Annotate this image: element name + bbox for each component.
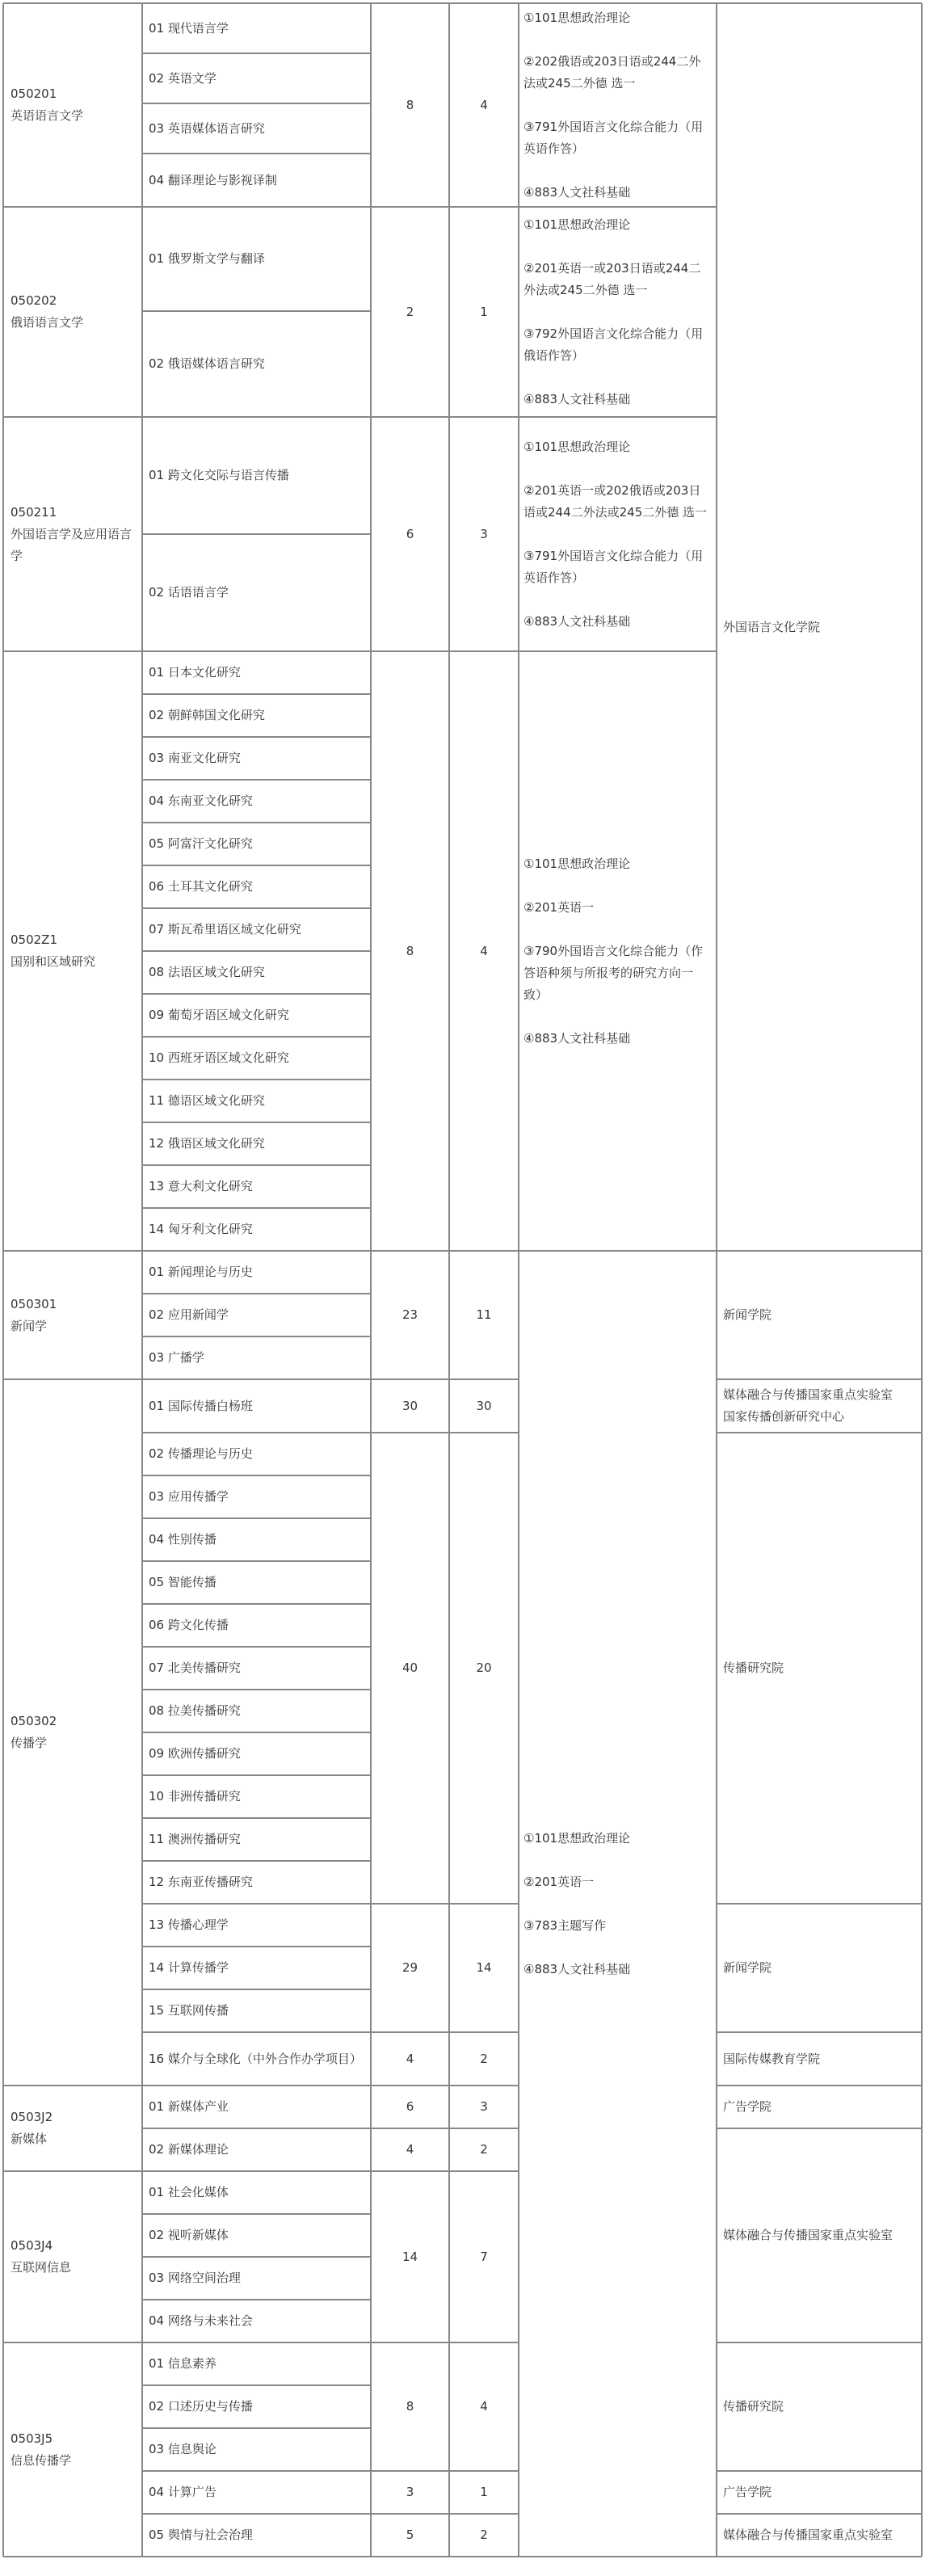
recommended-count-cell-text: 3 [480, 526, 488, 541]
department-cell [717, 2342, 922, 2471]
direction-cell-text: 03 应用传播学 [149, 1489, 229, 1504]
direction-cell-text: 10 非洲传播研究 [149, 1789, 241, 1804]
direction-cell [142, 2471, 371, 2514]
recommended-count-cell [449, 2471, 519, 2514]
direction-cell-text: 04 性别传播 [149, 1532, 217, 1547]
recommended-count-cell-text: 14 [476, 1960, 492, 1975]
direction-cell-text: 02 英语文学 [149, 70, 217, 86]
department-cell-text: 广告学院 [723, 2099, 772, 2114]
direction-cell-text: 02 应用新闻学 [149, 1307, 229, 1322]
recommended-count-cell-text: 3 [480, 2099, 488, 2114]
direction-cell-text: 01 新媒体产业 [149, 2099, 229, 2114]
department-cell-text: 传播研究院 [723, 1661, 784, 1675]
direction-cell [142, 1647, 371, 1690]
direction-cell-text: 01 跨文化交际与语言传播 [149, 468, 289, 482]
recommended-count-cell-text: 4 [480, 943, 488, 958]
planned-count-cell [371, 1251, 449, 1379]
direction-cell [142, 103, 371, 154]
department-cell-text: 传播研究院 [723, 2399, 784, 2414]
exam-subjects-cell [519, 417, 717, 651]
recommended-count-cell [449, 207, 519, 417]
direction-cell [142, 1037, 371, 1080]
recommended-count-cell [449, 1379, 519, 1433]
recommended-count-cell-text: 11 [476, 1307, 492, 1322]
major-cell [3, 417, 142, 651]
planned-count-cell-text: 6 [406, 2099, 414, 2114]
planned-count-cell-text: 8 [406, 97, 414, 112]
shared-exam-subjects-cell [519, 1251, 717, 2557]
direction-cell-text: 14 计算传播学 [149, 1960, 229, 1975]
direction-cell [142, 651, 371, 694]
major-cell [3, 2342, 142, 2557]
direction-cell [142, 737, 371, 780]
planned-count-cell [371, 1379, 449, 1433]
direction-cell-text: 04 翻译理论与影视译制 [149, 172, 277, 187]
direction-cell [142, 154, 371, 207]
direction-cell [142, 2300, 371, 2342]
recommended-count-cell-text: 1 [480, 304, 488, 319]
major-cell-text: 050201 英语语言文学 [11, 86, 84, 123]
direction-cell-text: 13 意大利文化研究 [149, 1179, 253, 1193]
recommended-count-cell [449, 1904, 519, 2032]
major-cell-text: 0503J5 信息传播学 [11, 2431, 72, 2468]
direction-cell-text: 03 南亚文化研究 [149, 751, 241, 765]
planned-count-cell-text: 2 [406, 304, 414, 319]
recommended-count-cell [449, 3, 519, 207]
major-cell [3, 2171, 142, 2342]
major-cell-text: 050302 传播学 [11, 1714, 57, 1750]
direction-cell-text: 12 东南亚传播研究 [149, 1875, 253, 1889]
major-cell [3, 2086, 142, 2171]
direction-cell-text: 02 俄语媒体语言研究 [149, 356, 265, 371]
recommended-count-cell-text: 2 [480, 2142, 488, 2157]
department-cell [717, 2032, 922, 2086]
direction-cell [142, 1294, 371, 1336]
direction-cell [142, 1604, 371, 1647]
planned-count-cell [371, 3, 449, 207]
recommended-count-cell [449, 2128, 519, 2171]
direction-cell-text: 01 信息素养 [149, 2356, 217, 2371]
department-cell-text: 广告学院 [723, 2485, 772, 2499]
recommended-count-cell [449, 2032, 519, 2086]
direction-cell [142, 1475, 371, 1518]
direction-cell-text: 13 传播心理学 [149, 1917, 229, 1932]
direction-cell [142, 951, 371, 994]
direction-cell-text: 01 现代语言学 [149, 20, 229, 36]
major-cell [3, 1379, 142, 2086]
direction-cell [142, 994, 371, 1037]
direction-cell-text: 06 跨文化传播 [149, 1618, 229, 1632]
department-cell-text: 新闻学院 [723, 1307, 772, 1322]
planned-count-cell-text: 6 [406, 526, 414, 541]
planned-count-cell-text: 30 [402, 1398, 418, 1413]
direction-cell-text: 09 欧洲传播研究 [149, 1746, 241, 1761]
department-cell-text: 新闻学院 [723, 1960, 772, 1975]
direction-cell [142, 1904, 371, 1947]
direction-cell-text: 09 葡萄牙语区域文化研究 [149, 1008, 289, 1022]
recommended-count-cell-text: 30 [476, 1398, 492, 1413]
planned-count-cell [371, 2086, 449, 2128]
direction-cell [142, 53, 371, 103]
planned-count-cell [371, 2128, 449, 2171]
department-cell-text: 外国语言文化学院 [723, 619, 821, 634]
planned-count-cell-text: 40 [402, 1661, 418, 1675]
direction-cell [142, 1336, 371, 1379]
direction-cell [142, 694, 371, 737]
direction-cell-text: 03 网络空间治理 [149, 2271, 241, 2285]
planned-count-cell-text: 4 [406, 2142, 414, 2157]
department-cell-text: 媒体融合与传播国家重点实验室 国家传播创新研究中心 [723, 1387, 893, 1424]
direction-cell-text: 02 传播理论与历史 [149, 1446, 253, 1461]
direction-cell-text: 03 信息舆论 [149, 2442, 217, 2456]
planned-count-cell [371, 207, 449, 417]
direction-cell-text: 08 拉美传播研究 [149, 1703, 241, 1718]
direction-cell-text: 01 国际传播白杨班 [149, 1398, 253, 1413]
direction-cell-text: 10 西班牙语区域文化研究 [149, 1050, 289, 1065]
direction-cell-text: 04 网络与未来社会 [149, 2313, 253, 2328]
planned-count-cell-text: 8 [406, 2399, 414, 2414]
recommended-count-cell [449, 2171, 519, 2342]
direction-cell [142, 1379, 371, 1433]
recommended-count-cell [449, 2086, 519, 2128]
recommended-count-cell [449, 2514, 519, 2557]
exam-subjects-cell-text: ①101思想政治理论 ②201英语一或202俄语或203日语或244二外法或245二外德 选一 ③791外国语言文化综合能力（用英语作答） ④883人文社科基础 [523, 439, 708, 629]
direction-cell-text: 11 澳洲传播研究 [149, 1832, 241, 1846]
direction-cell [142, 2032, 371, 2086]
direction-cell-text: 02 口述历史与传播 [149, 2399, 253, 2414]
direction-cell [142, 1989, 371, 2032]
shared-exam-subjects-cell-text: ①101思想政治理论 ②201英语一 ③783主题写作 ④883人文社科基础 [523, 1830, 631, 1976]
direction-cell [142, 1947, 371, 1989]
direction-cell [142, 1561, 371, 1604]
planned-count-cell [371, 417, 449, 651]
planned-count-cell [371, 2342, 449, 2471]
major-cell-text: 0503J4 互联网信息 [11, 2238, 72, 2275]
direction-cell-text: 05 阿富汗文化研究 [149, 836, 253, 851]
exam-subjects-cell [519, 651, 717, 1251]
direction-cell-text: 16 媒介与全球化（中外合作办学项目） [149, 2051, 362, 2066]
direction-cell [142, 1122, 371, 1165]
direction-cell [142, 780, 371, 823]
direction-cell-text: 14 匈牙利文化研究 [149, 1222, 253, 1236]
direction-cell [142, 1165, 371, 1208]
recommended-count-cell [449, 1433, 519, 1904]
planned-count-cell [371, 2514, 449, 2557]
direction-cell-text: 04 计算广告 [149, 2485, 217, 2499]
direction-cell [142, 1818, 371, 1861]
direction-cell-text: 02 视听新媒体 [149, 2228, 229, 2242]
major-cell [3, 651, 142, 1251]
recommended-count-cell-text: 2 [480, 2051, 488, 2066]
recommended-count-cell-text: 7 [480, 2249, 488, 2264]
planned-count-cell-text: 23 [402, 1307, 418, 1322]
direction-cell-text: 01 社会化媒体 [149, 2185, 229, 2199]
planned-count-cell-text: 4 [406, 2051, 414, 2066]
major-cell-text: 050211 外国语言学及应用语言学 [11, 504, 132, 563]
department-cell [717, 2471, 922, 2514]
department-cell [717, 1379, 922, 1433]
direction-cell [142, 1251, 371, 1294]
exam-subjects-cell-text: ①101思想政治理论 ②201英语一或203日语或244二外法或245二外德 选一 ③792外国语言文化综合能力（用俄语作答） ④883人文社科基础 [523, 217, 704, 406]
direction-cell-text: 11 德语区域文化研究 [149, 1093, 265, 1108]
recommended-count-cell-text: 1 [480, 2485, 488, 2499]
direction-cell-text: 08 法语区域文化研究 [149, 965, 265, 979]
direction-cell [142, 908, 371, 951]
direction-cell-text: 02 朝鲜韩国文化研究 [149, 708, 265, 722]
planned-count-cell-text: 5 [406, 2528, 414, 2542]
department-cell-text: 国际传媒教育学院 [723, 2051, 821, 2066]
department-cell-text: 媒体融合与传播国家重点实验室 [723, 2228, 893, 2242]
direction-cell [142, 2428, 371, 2471]
direction-cell-text: 12 俄语区域文化研究 [149, 1136, 265, 1151]
exam-subjects-cell [519, 207, 717, 417]
major-cell-text: 050301 新闻学 [11, 1296, 57, 1333]
planned-count-cell [371, 2471, 449, 2514]
planned-count-cell [371, 1904, 449, 2032]
department-cell [717, 1433, 922, 1904]
direction-cell [142, 534, 371, 651]
direction-cell [142, 1433, 371, 1475]
department-cell [717, 2086, 922, 2128]
direction-cell [142, 1080, 371, 1122]
major-cell [3, 1251, 142, 1379]
direction-cell [142, 2257, 371, 2300]
recommended-count-cell-text: 20 [476, 1661, 492, 1675]
major-cell [3, 207, 142, 417]
planned-count-cell-text: 8 [406, 943, 414, 958]
department-cell [717, 2514, 922, 2557]
direction-cell-text: 02 新媒体理论 [149, 2142, 229, 2157]
recommended-count-cell [449, 651, 519, 1251]
exam-subjects-cell-text: ①101思想政治理论 ②202俄语或203日语或244二外法或245二外德 选一 ③791外国语言文化综合能力（用英语作答） ④883人文社科基础 [523, 10, 704, 200]
direction-cell [142, 417, 371, 534]
recommended-count-cell [449, 417, 519, 651]
direction-cell-text: 07 北美传播研究 [149, 1661, 241, 1675]
planned-count-cell [371, 651, 449, 1251]
direction-cell [142, 1208, 371, 1251]
direction-cell [142, 865, 371, 908]
direction-cell [142, 2128, 371, 2171]
major-cell-text: 050202 俄语语言文学 [11, 293, 84, 330]
department-cell-text: 媒体融合与传播国家重点实验室 [723, 2528, 893, 2542]
recommended-count-cell [449, 2342, 519, 2471]
direction-cell-text: 06 土耳其文化研究 [149, 879, 253, 894]
direction-cell-text: 03 广播学 [149, 1350, 204, 1365]
planned-count-cell [371, 2171, 449, 2342]
direction-cell-text: 02 话语语言学 [149, 585, 229, 600]
planned-count-cell-text: 14 [402, 2249, 418, 2264]
major-cell [3, 3, 142, 207]
planned-count-cell [371, 1433, 449, 1904]
planned-count-cell-text: 29 [402, 1960, 418, 1975]
direction-cell [142, 1775, 371, 1818]
direction-cell [142, 1732, 371, 1775]
direction-cell [142, 2342, 371, 2385]
direction-cell-text: 03 英语媒体语言研究 [149, 120, 265, 136]
direction-cell [142, 207, 371, 311]
direction-cell [142, 2086, 371, 2128]
recommended-count-cell [449, 1251, 519, 1379]
direction-cell-text: 07 斯瓦希里语区域文化研究 [149, 922, 301, 937]
direction-cell [142, 1518, 371, 1561]
department-cell [717, 1251, 922, 1379]
direction-cell [142, 823, 371, 865]
department-cell [717, 1904, 922, 2032]
department-cell [717, 3, 922, 1251]
direction-cell [142, 2171, 371, 2214]
recommended-count-cell-text: 4 [480, 97, 488, 112]
direction-cell-text: 05 智能传播 [149, 1575, 217, 1589]
direction-cell-text: 04 东南亚文化研究 [149, 793, 253, 808]
major-cell-text: 0503J2 新媒体 [11, 2110, 53, 2146]
exam-subjects-cell-text: ①101思想政治理论 ②201英语一 ③790外国语言文化综合能力（作答语种须与所报考的研究方向一致） ④883人文社科基础 [523, 856, 704, 1046]
recommended-count-cell-text: 4 [480, 2399, 488, 2414]
direction-cell [142, 2514, 371, 2557]
department-cell [717, 2128, 922, 2342]
direction-cell [142, 311, 371, 417]
direction-cell-text: 05 舆情与社会治理 [149, 2528, 253, 2542]
major-cell-text: 0502Z1 国别和区域研究 [11, 932, 96, 969]
direction-cell-text: 01 日本文化研究 [149, 665, 241, 680]
direction-cell [142, 3, 371, 53]
direction-cell-text: 15 互联网传播 [149, 2003, 229, 2018]
direction-cell-text: 01 新闻理论与历史 [149, 1265, 253, 1279]
direction-cell-text: 01 俄罗斯文学与翻译 [149, 251, 265, 266]
direction-cell [142, 2214, 371, 2257]
exam-subjects-cell [519, 3, 717, 207]
planned-count-cell [371, 2032, 449, 2086]
direction-cell [142, 1690, 371, 1732]
recommended-count-cell-text: 2 [480, 2528, 488, 2542]
planned-count-cell-text: 3 [406, 2485, 414, 2499]
direction-cell [142, 1861, 371, 1904]
direction-cell [142, 2385, 371, 2428]
